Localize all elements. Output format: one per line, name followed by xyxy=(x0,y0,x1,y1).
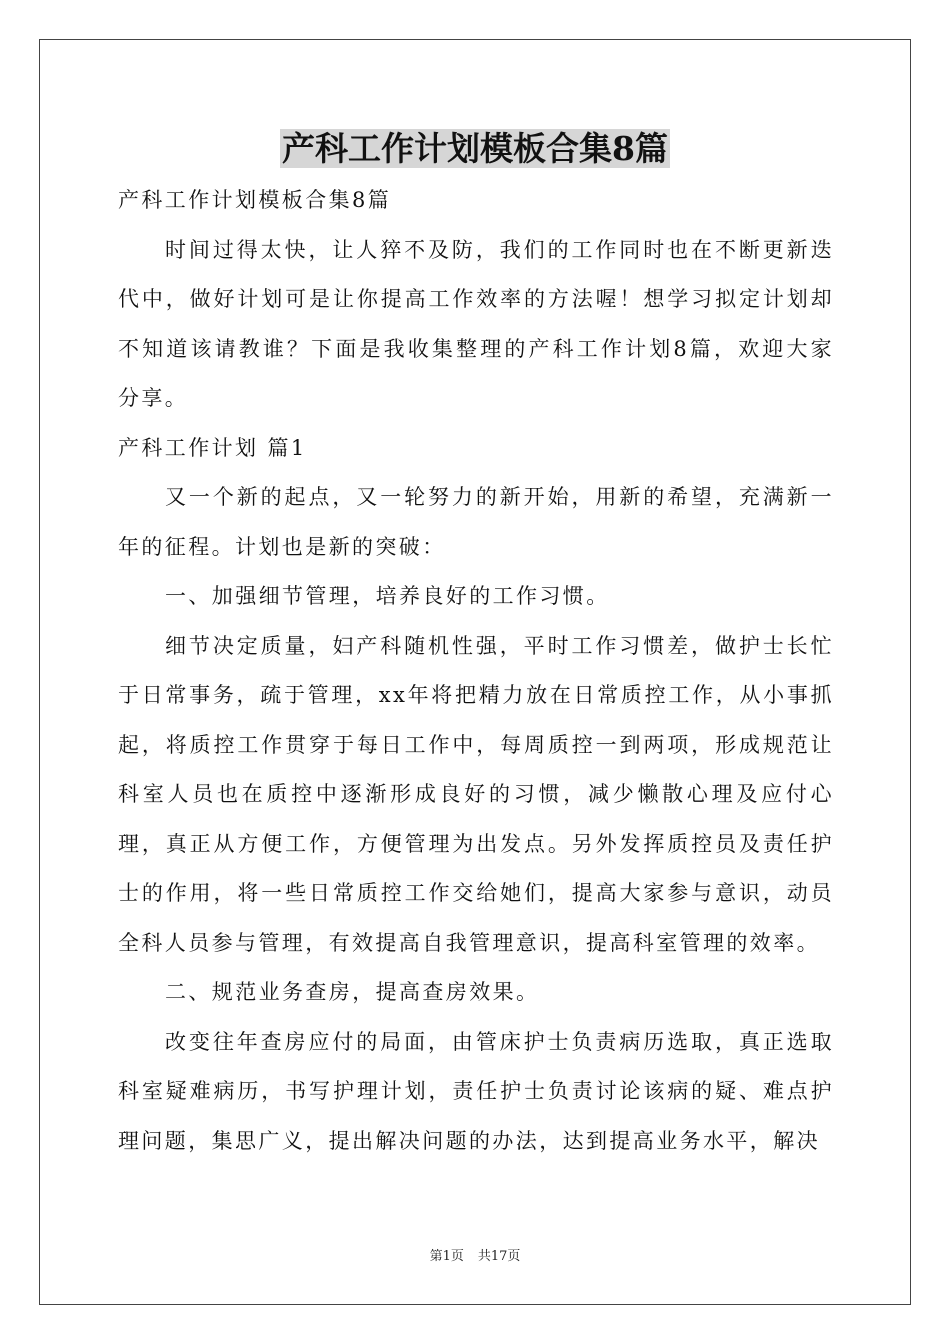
paragraph-ward-rounds: 改变往年查房应付的局面，由管床护士负责病历选取，真正选取科室疑难病历，书写护理计划，责任护士负责讨论该病的疑、难点护理问题，集思广义，提出解决问题的办法，达到提高业务水平，解决 xyxy=(118,1029,834,1153)
document-title-text: 产科工作计划模板合集8篇 xyxy=(282,129,668,168)
section-heading-plan-1: 产科工作计划 篇1 xyxy=(118,435,307,460)
paragraph-subtitle: 产科工作计划模板合集8篇 xyxy=(118,188,392,212)
subheading-detail-management: 一、加强细节管理，培养良好的工作习惯。 xyxy=(165,584,610,608)
page-number: 第1页 xyxy=(429,1249,464,1264)
paragraph-intro: 时间过得太快，让人猝不及防，我们的工作同时也在不断更新迭代中，做好计划可是让你提高工作效率的方法喔！想学习拟定计划却不知道该请教谁？下面是我收集整理的产科工作计划8篇，欢迎大家分享。 xyxy=(118,237,834,410)
subheading-ward-rounds: 二、规范业务查房，提高查房效果。 xyxy=(165,980,540,1004)
document-body xyxy=(118,176,834,1166)
document-title xyxy=(0,127,950,171)
page-footer xyxy=(0,1248,950,1266)
page-total: 共17页 xyxy=(477,1249,521,1264)
paragraph-detail-management: 细节决定质量，妇产科随机性强，平时工作习惯差，做护士长忙于日常事务，疏于管理，xx年将把精力放在日常质控工作，从小事抓起，将质控工作贯穿于每日工作中，每周质控一到两项，形成规范让科室人员也在质控中逐渐形成良好的习惯，减少懒散心理及应付心理，真正从方便工作，方便管理为出发点。另外发挥质控员及责任护士的作用，将一些日常质控工作交给她们，提高大家参与意识，动员全科人员参与管理，有效提高自我管理意识，提高科室管理的效率。 xyxy=(118,633,834,955)
paragraph-new-start: 又一个新的起点，又一轮努力的新开始，用新的希望，充满新一年的征程。计划也是新的突破： xyxy=(118,485,834,559)
